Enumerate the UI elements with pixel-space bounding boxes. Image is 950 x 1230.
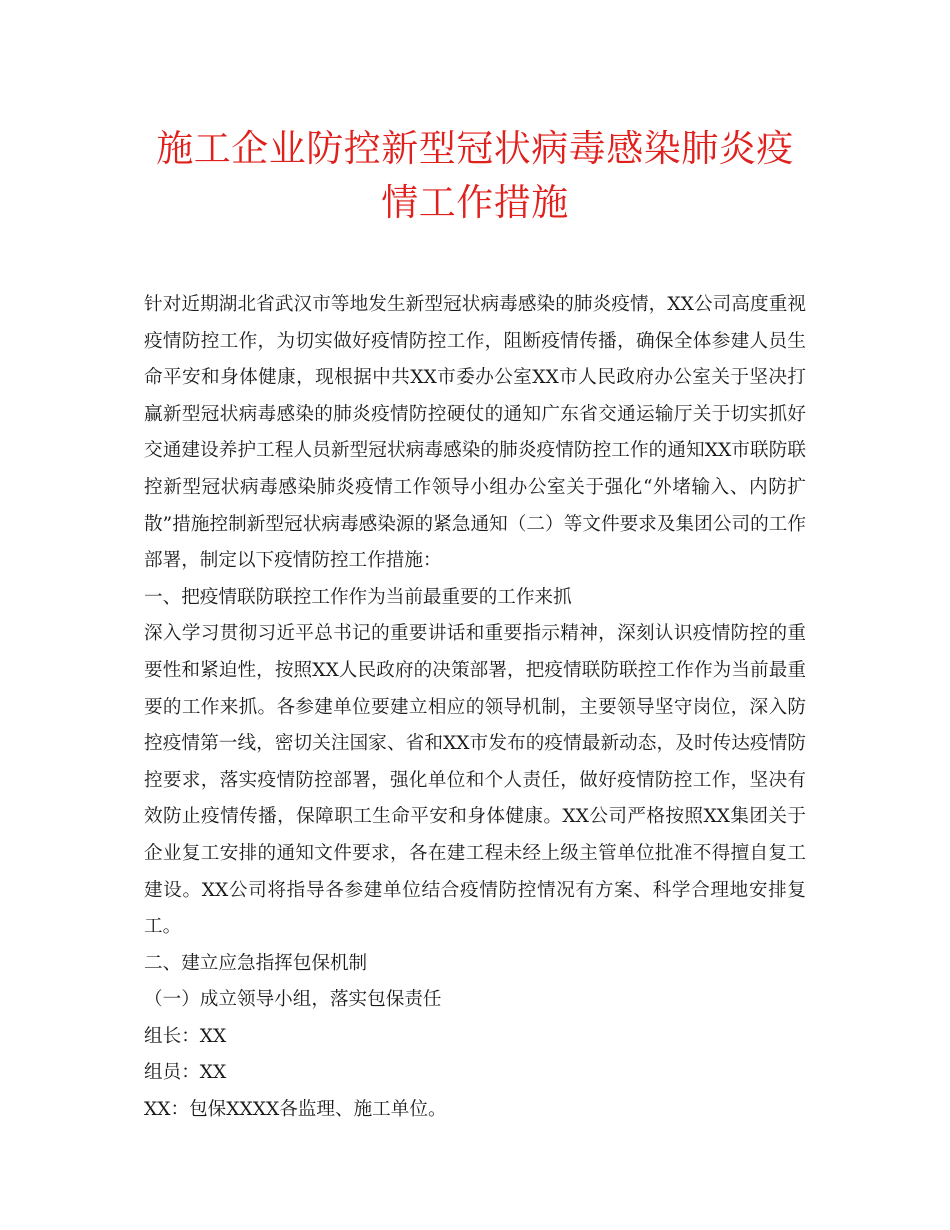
responsibility-line: XX：包保XXXX各监理、施工单位。 — [144, 1099, 447, 1121]
intro-paragraph: 针对近期湖北省武汉市等地发生新型冠状病毒感染的肺炎疫情，XX公司高度重视疫情防控工作，为切实做好疫情防控工作，阻断疫情传播，确保全体参建人员生命平安和身体健康，现根据中共XX市委办公室XX市人民政府办公室关于坚决打赢新型冠状病毒感染的肺炎疫情防控硬仗的通知广东省交通运输厅关于切实抓好交通建设养护工程人员新型冠状病毒感染的肺炎疫情防控工作的通知XX市联防联控新型冠状病毒感染肺炎疫情工作领导小组办公室关于强化“外堵输入、内防扩散”措施控制新型冠状病毒感染源的紧急通知（二）等文件要求及集团公司的工作部署，制定以下疫情防控工作措施： — [144, 294, 806, 572]
document-body — [144, 287, 806, 1129]
document-title: 施工企业防控新型冠状病毒感染肺炎疫情工作措施 — [156, 127, 794, 224]
section-1-paragraph: 深入学习贯彻习近平总书记的重要讲话和重要指示精神，深刻认识疫情防控的重要性和紧迫性，按照XX人民政府的决策部署，把疫情联防联控工作作为当前最重要的工作来抓。各参建单位要建立相应的领导机制，主要领导坚守岗位，深入防控疫情第一线，密切关注国家、省和XX市发布的疫情最新动态，及时传达疫情防控要求，落实疫情防控部署，强化单位和个人责任，做好疫情防控工作，坚决有效防止疫情传播，保障职工生命平安和身体健康。XX公司严格按照XX集团关于企业复工安排的通知文件要求，各在建工程未经上级主管单位批准不得擅自复工建设。XX公司将指导各参建单位结合疫情防控情况有方案、科学合理地安排复工。 — [144, 623, 806, 938]
group-leader-line: 组长：XX — [144, 1025, 227, 1047]
section-heading-1: 一、把疫情联防联控工作作为当前最重要的工作来抓 — [144, 586, 572, 608]
section-heading-2: 二、建立应急指挥包保机制 — [144, 952, 368, 974]
subsection-heading-1: （一）成立领导小组，落实包保责任 — [144, 989, 442, 1011]
group-members-line: 组员：XX — [144, 1062, 227, 1084]
